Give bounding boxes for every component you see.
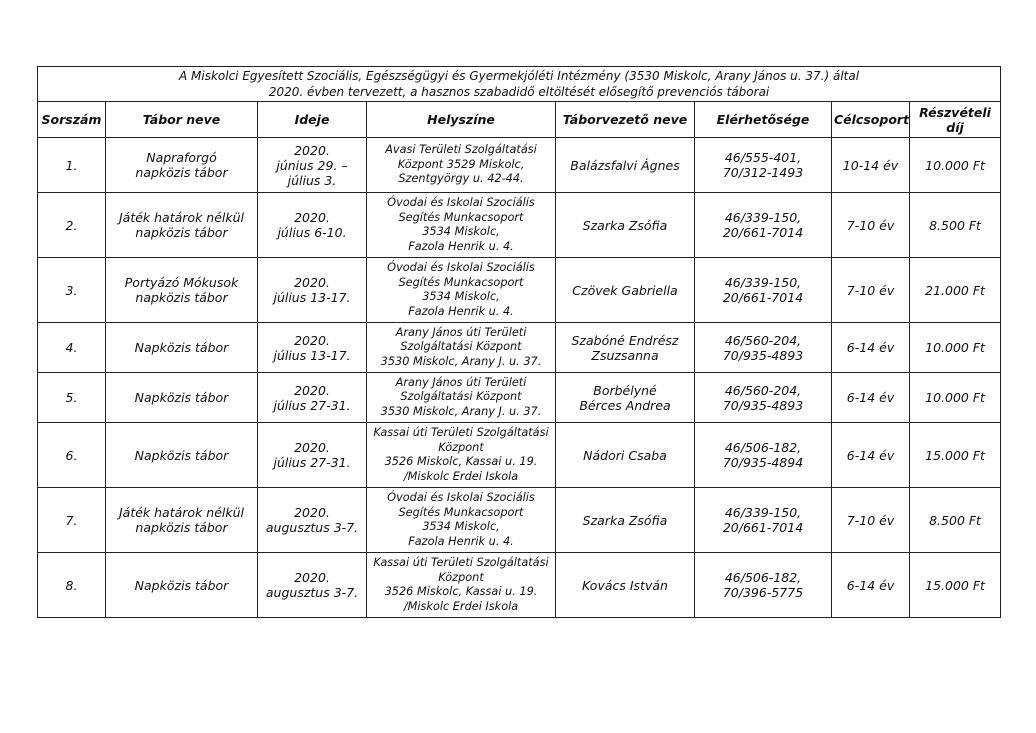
camp-target-group: 6-14 év [832,423,910,488]
camp-fee: 10.000 Ft [910,138,1001,193]
camp-location: Arany János úti Területi Szolgáltatási Központ 3530 Miskolc, Arany J. u. 37. [367,323,556,373]
camp-location: Óvodai és Iskolai Szociális Segítés Munkacsoport 3534 Miskolc, Fazola Henrik u. 4. [367,193,556,258]
header-row [38,102,1001,138]
row-number: 8. [38,553,106,618]
camp-location: Óvodai és Iskolai Szociális Segítés Munkacsoport 3534 Miskolc, Fazola Henrik u. 4. [367,258,556,323]
row-number: 1. [38,138,106,193]
camp-leader: Szabóné Endrész Zsuzsanna [556,323,695,373]
table-row [38,258,1001,323]
row-number: 7. [38,488,106,553]
camp-leader: Balázsfalvi Ágnes [556,138,695,193]
camp-location: Arany János úti Területi Szolgáltatási Központ 3530 Miskolc, Arany J. u. 37. [367,373,556,423]
camp-contact: 46/506-182, 70/935-4894 [695,423,832,488]
camp-leader: Szarka Zsófia [556,193,695,258]
row-number: 2. [38,193,106,258]
camp-target-group: 6-14 év [832,553,910,618]
table-title [38,67,1001,102]
col-header-fee: Részvételi díj [910,102,1001,138]
camp-contact: 46/339-150, 20/661-7014 [695,193,832,258]
camp-fee: 8.500 Ft [910,193,1001,258]
camp-fee: 10.000 Ft [910,373,1001,423]
camp-name: Napraforgó napközis tábor [106,138,258,193]
table-row [38,373,1001,423]
camp-name: Napközis tábor [106,373,258,423]
table-row [38,423,1001,488]
camp-contact: 46/506-182, 70/396-5775 [695,553,832,618]
camp-leader: Nádori Csaba [556,423,695,488]
camp-fee: 15.000 Ft [910,423,1001,488]
camp-fee: 10.000 Ft [910,323,1001,373]
camp-date: 2020. július 27-31. [258,423,367,488]
camp-target-group: 6-14 év [832,323,910,373]
camp-location: Kassai úti Területi Szolgáltatási Központ 3526 Miskolc, Kassai u. 19. /Miskolc Erdei Iskola [367,553,556,618]
camp-leader: Czövek Gabriella [556,258,695,323]
table-row [38,553,1001,618]
col-header-number: Sorszám [38,102,106,138]
col-header-target-group: Célcsoport [832,102,910,138]
title-line-2: 2020. évben tervezett, a hasznos szabadidő eltöltését elősegítő prevenciós táborai [268,85,770,99]
table-row [38,138,1001,193]
col-header-location: Helyszíne [367,102,556,138]
camp-name: Napközis tábor [106,553,258,618]
camp-fee: 15.000 Ft [910,553,1001,618]
camp-name: Játék határok nélkül napközis tábor [106,193,258,258]
col-header-camp-name: Tábor neve [106,102,258,138]
camp-date: 2020. június 29. – július 3. [258,138,367,193]
camp-fee: 21.000 Ft [910,258,1001,323]
camp-target-group: 7-10 év [832,258,910,323]
camp-leader: Kovács István [556,553,695,618]
row-number: 4. [38,323,106,373]
col-header-leader: Táborvezető neve [556,102,695,138]
table-row [38,488,1001,553]
camp-name: Játék határok nélkül napközis tábor [106,488,258,553]
camp-date: 2020. július 13-17. [258,258,367,323]
camp-date: 2020. augusztus 3-7. [258,488,367,553]
camp-leader: Szarka Zsófia [556,488,695,553]
table-row [38,193,1001,258]
camp-location: Óvodai és Iskolai Szociális Segítés Munkacsoport 3534 Miskolc, Fazola Henrik u. 4. [367,488,556,553]
camp-date: 2020. július 6-10. [258,193,367,258]
camp-fee: 8.500 Ft [910,488,1001,553]
camp-contact: 46/339-150, 20/661-7014 [695,258,832,323]
camp-location: Kassai úti Területi Szolgáltatási Központ 3526 Miskolc, Kassai u. 19. /Miskolc Erdei Iskola [367,423,556,488]
camp-target-group: 10-14 év [832,138,910,193]
camp-target-group: 7-10 év [832,488,910,553]
camp-date: 2020. augusztus 3-7. [258,553,367,618]
camp-date: 2020. július 27-31. [258,373,367,423]
camp-contact: 46/560-204, 70/935-4893 [695,373,832,423]
camp-name: Napközis tábor [106,323,258,373]
row-number: 6. [38,423,106,488]
camp-name: Napközis tábor [106,423,258,488]
row-number: 5. [38,373,106,423]
camp-date: 2020. július 13-17. [258,323,367,373]
camp-leader: Borbélyné Bérces Andrea [556,373,695,423]
camp-name: Portyázó Mókusok napközis tábor [106,258,258,323]
camp-target-group: 7-10 év [832,193,910,258]
camp-contact: 46/560-204, 70/935-4893 [695,323,832,373]
camp-location: Avasi Területi Szolgáltatási Központ 3529 Miskolc, Szentgyörgy u. 42-44. [367,138,556,193]
col-header-date: Ideje [258,102,367,138]
camp-target-group: 6-14 év [832,373,910,423]
title-line-1: A Miskolci Egyesített Szociális, Egészségügyi és Gyermekjóléti Intézmény (3530 Miskolc, Arany János u. 37.) által [179,69,860,83]
camp-contact: 46/555-401, 70/312-1493 [695,138,832,193]
camp-contact: 46/339-150, 20/661-7014 [695,488,832,553]
camps-table [37,66,1001,618]
table-row [38,323,1001,373]
row-number: 3. [38,258,106,323]
col-header-contact: Elérhetősége [695,102,832,138]
